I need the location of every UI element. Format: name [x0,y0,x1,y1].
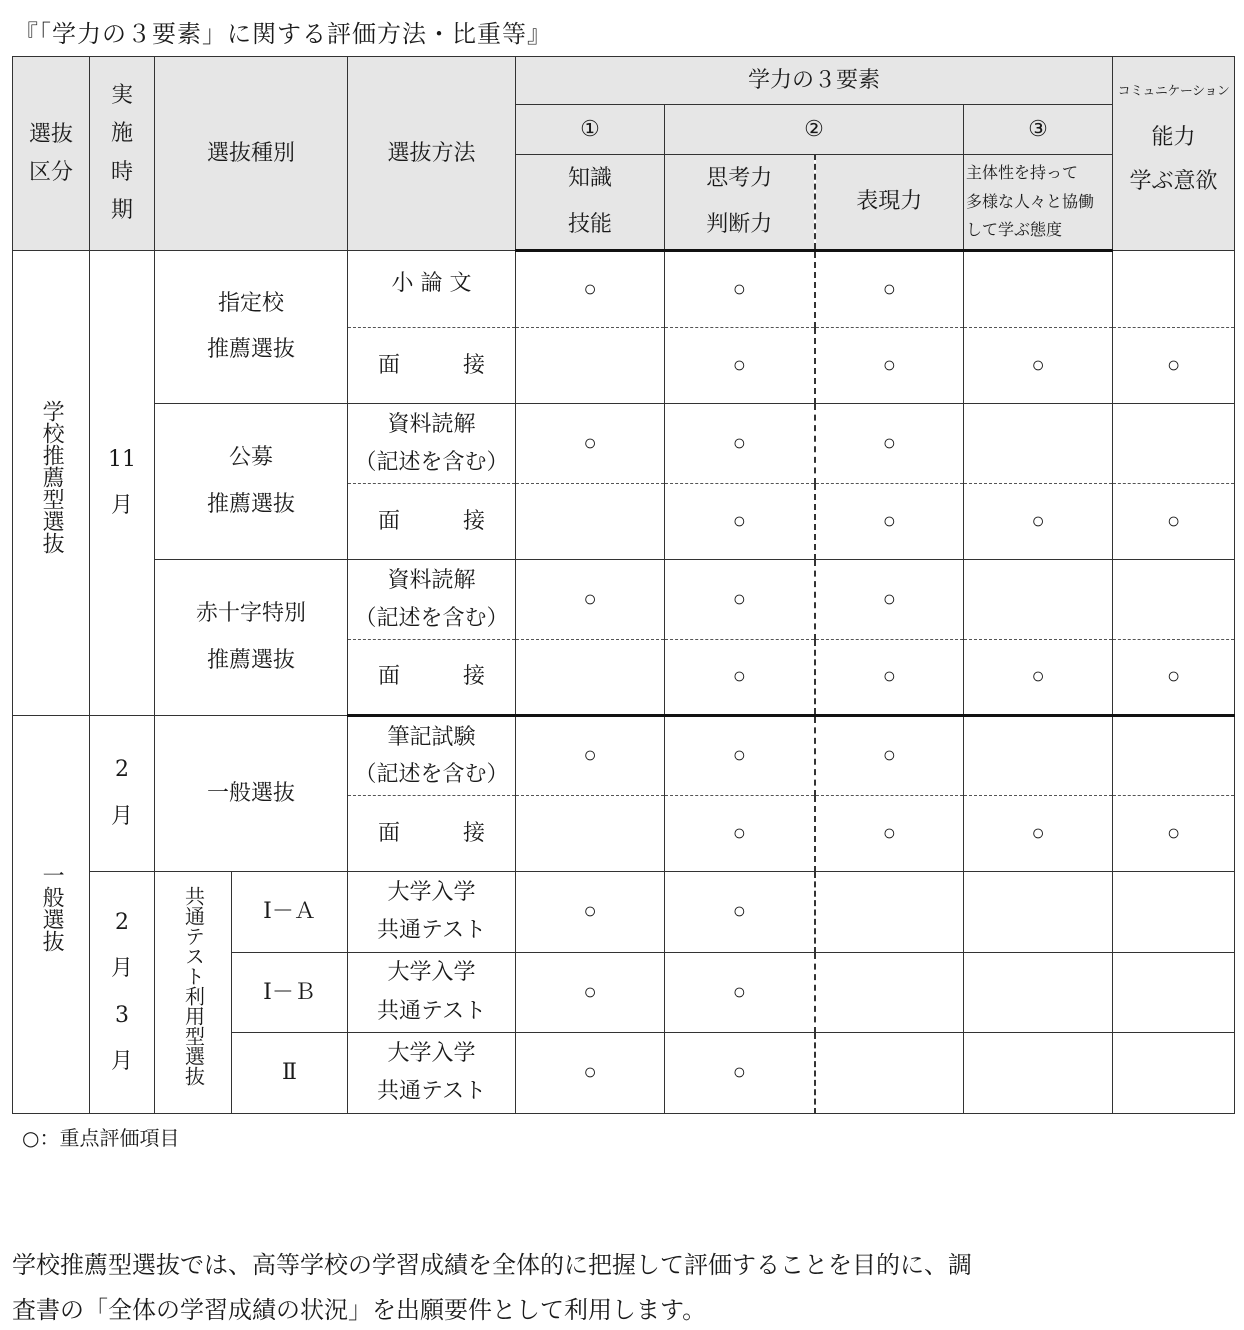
section-label-school-rec: 学校推薦型選抜 [13,251,90,716]
mark-r2-c1: ○ [665,404,815,484]
mark-r0-c1: ○ [665,251,815,328]
method-common-test: 大学入学 共通テスト [348,1033,516,1114]
method-interview: 面 接 [348,484,516,560]
mark-r5-c4: ○ [1113,640,1235,716]
mark-r3-c0 [516,484,665,560]
mark-r5-c3: ○ [964,640,1113,716]
method-interview: 面 接 [348,640,516,716]
document-title: 『「学力の３要素」に関する評価方法・比重等』 [14,20,552,48]
mark-r6-c4 [1113,716,1235,796]
mark-r9-c1: ○ [665,953,815,1033]
element-number-2: ② [665,105,964,155]
header-expression: 表現力 [815,155,964,251]
element-number-1: ① [516,105,665,155]
header-senbatsu-shubetsu: 選抜種別 [155,57,348,251]
mark-r6-c1: ○ [665,716,815,796]
mark-r3-c3: ○ [964,484,1113,560]
mark-r1-c3: ○ [964,328,1113,404]
mark-r10-c4 [1113,1033,1235,1114]
subtype-1a: Ⅰ－Ａ [232,872,348,953]
mark-r7-c4: ○ [1113,796,1235,872]
mark-r0-c0: ○ [516,251,665,328]
mark-r0-c3 [964,251,1113,328]
mark-r1-c2: ○ [815,328,964,404]
mark-r3-c1: ○ [665,484,815,560]
mark-r7-c2: ○ [815,796,964,872]
mark-r4-c2: ○ [815,560,964,640]
method-essay: 小 論 文 [348,251,516,328]
mark-r3-c4: ○ [1113,484,1235,560]
mark-r4-c3 [964,560,1113,640]
mark-r6-c0: ○ [516,716,665,796]
type-sekijuji: 赤十字特別 推薦選抜 [155,560,348,716]
mark-r4-c4 [1113,560,1235,640]
header-attitude: 主体性を持って 多様な人々と協働 して学ぶ態度 [964,155,1113,251]
mark-r2-c3 [964,404,1113,484]
header-senbatsu-houhou: 選抜方法 [348,57,516,251]
paragraph-line: 学校推薦型選抜では、高等学校の学習成績を全体的に把握して評価することを目的に、調 [12,1251,972,1279]
header-three-elements: 学力の３要素 [516,57,1113,105]
method-document-reading: 資料読解 （記述を含む） [348,404,516,484]
mark-r8-c0: ○ [516,872,665,953]
mark-r3-c2: ○ [815,484,964,560]
mark-r4-c1: ○ [665,560,815,640]
mark-r8-c3 [964,872,1113,953]
mark-r9-c3 [964,953,1113,1033]
type-shiteiko: 指定校 推薦選抜 [155,251,348,404]
period-school-rec: 11 月 [90,251,155,716]
period-general-a: 2 月 [90,716,155,872]
mark-r10-c1: ○ [665,1033,815,1114]
method-interview: 面 接 [348,328,516,404]
mark-r2-c0: ○ [516,404,665,484]
mark-r6-c3 [964,716,1113,796]
mark-r1-c0 [516,328,665,404]
mark-r10-c2 [815,1033,964,1114]
method-interview: 面 接 [348,796,516,872]
evaluation-table [12,56,1235,1114]
header-senbatsu-kubun: 選抜 区分 [13,57,90,251]
mark-r9-c0: ○ [516,953,665,1033]
mark-r10-c0: ○ [516,1033,665,1114]
subtype-2: Ⅱ [232,1033,348,1114]
paragraph-line: 査書の「全体の学習成績の状況」を出願要件として利用します。 [12,1296,707,1324]
mark-r6-c2: ○ [815,716,964,796]
mark-r0-c4 [1113,251,1235,328]
header-comm-small: コミュニケーション [1117,84,1230,100]
type-common-test-use: 共通テスト利用型選抜 [155,872,232,1114]
mark-r7-c0 [516,796,665,872]
mark-r5-c0 [516,640,665,716]
mark-r5-c1: ○ [665,640,815,716]
explanation-paragraph [12,1243,1232,1330]
type-general: 一般選抜 [155,716,348,872]
mark-r10-c3 [964,1033,1113,1114]
mark-r0-c2: ○ [815,251,964,328]
method-common-test: 大学入学 共通テスト [348,953,516,1033]
element-number-3: ③ [964,105,1113,155]
header-knowledge: 知識 技能 [516,155,665,251]
mark-r2-c2: ○ [815,404,964,484]
mark-r7-c1: ○ [665,796,815,872]
mark-r8-c2 [815,872,964,953]
mark-r2-c4 [1113,404,1235,484]
header-jisshi-jiki: 実 施 時 期 [90,57,155,251]
method-common-test: 大学入学 共通テスト [348,872,516,953]
header-motivation: 学ぶ意欲 [1129,168,1218,194]
mark-r5-c2: ○ [815,640,964,716]
header-communication: コミュニケーション 能力 学ぶ意欲 [1113,57,1235,251]
type-koubo: 公募 推薦選抜 [155,404,348,560]
legend: ○：重点評価項目 [22,1126,180,1150]
period-general-b: 2 月 3 月 [90,872,155,1114]
mark-r1-c1: ○ [665,328,815,404]
mark-r4-c0: ○ [516,560,665,640]
header-thinking: 思考力 判断力 [665,155,815,251]
mark-r1-c4: ○ [1113,328,1235,404]
method-document-reading: 資料読解 （記述を含む） [348,560,516,640]
method-written-exam: 筆記試験 （記述を含む） [348,716,516,796]
mark-r9-c4 [1113,953,1235,1033]
section-label-general: 一般選抜 [13,716,90,1114]
mark-r9-c2 [815,953,964,1033]
mark-r8-c1: ○ [665,872,815,953]
mark-r7-c3: ○ [964,796,1113,872]
mark-r8-c4 [1113,872,1235,953]
subtype-1b: Ⅰ－Ｂ [232,953,348,1033]
